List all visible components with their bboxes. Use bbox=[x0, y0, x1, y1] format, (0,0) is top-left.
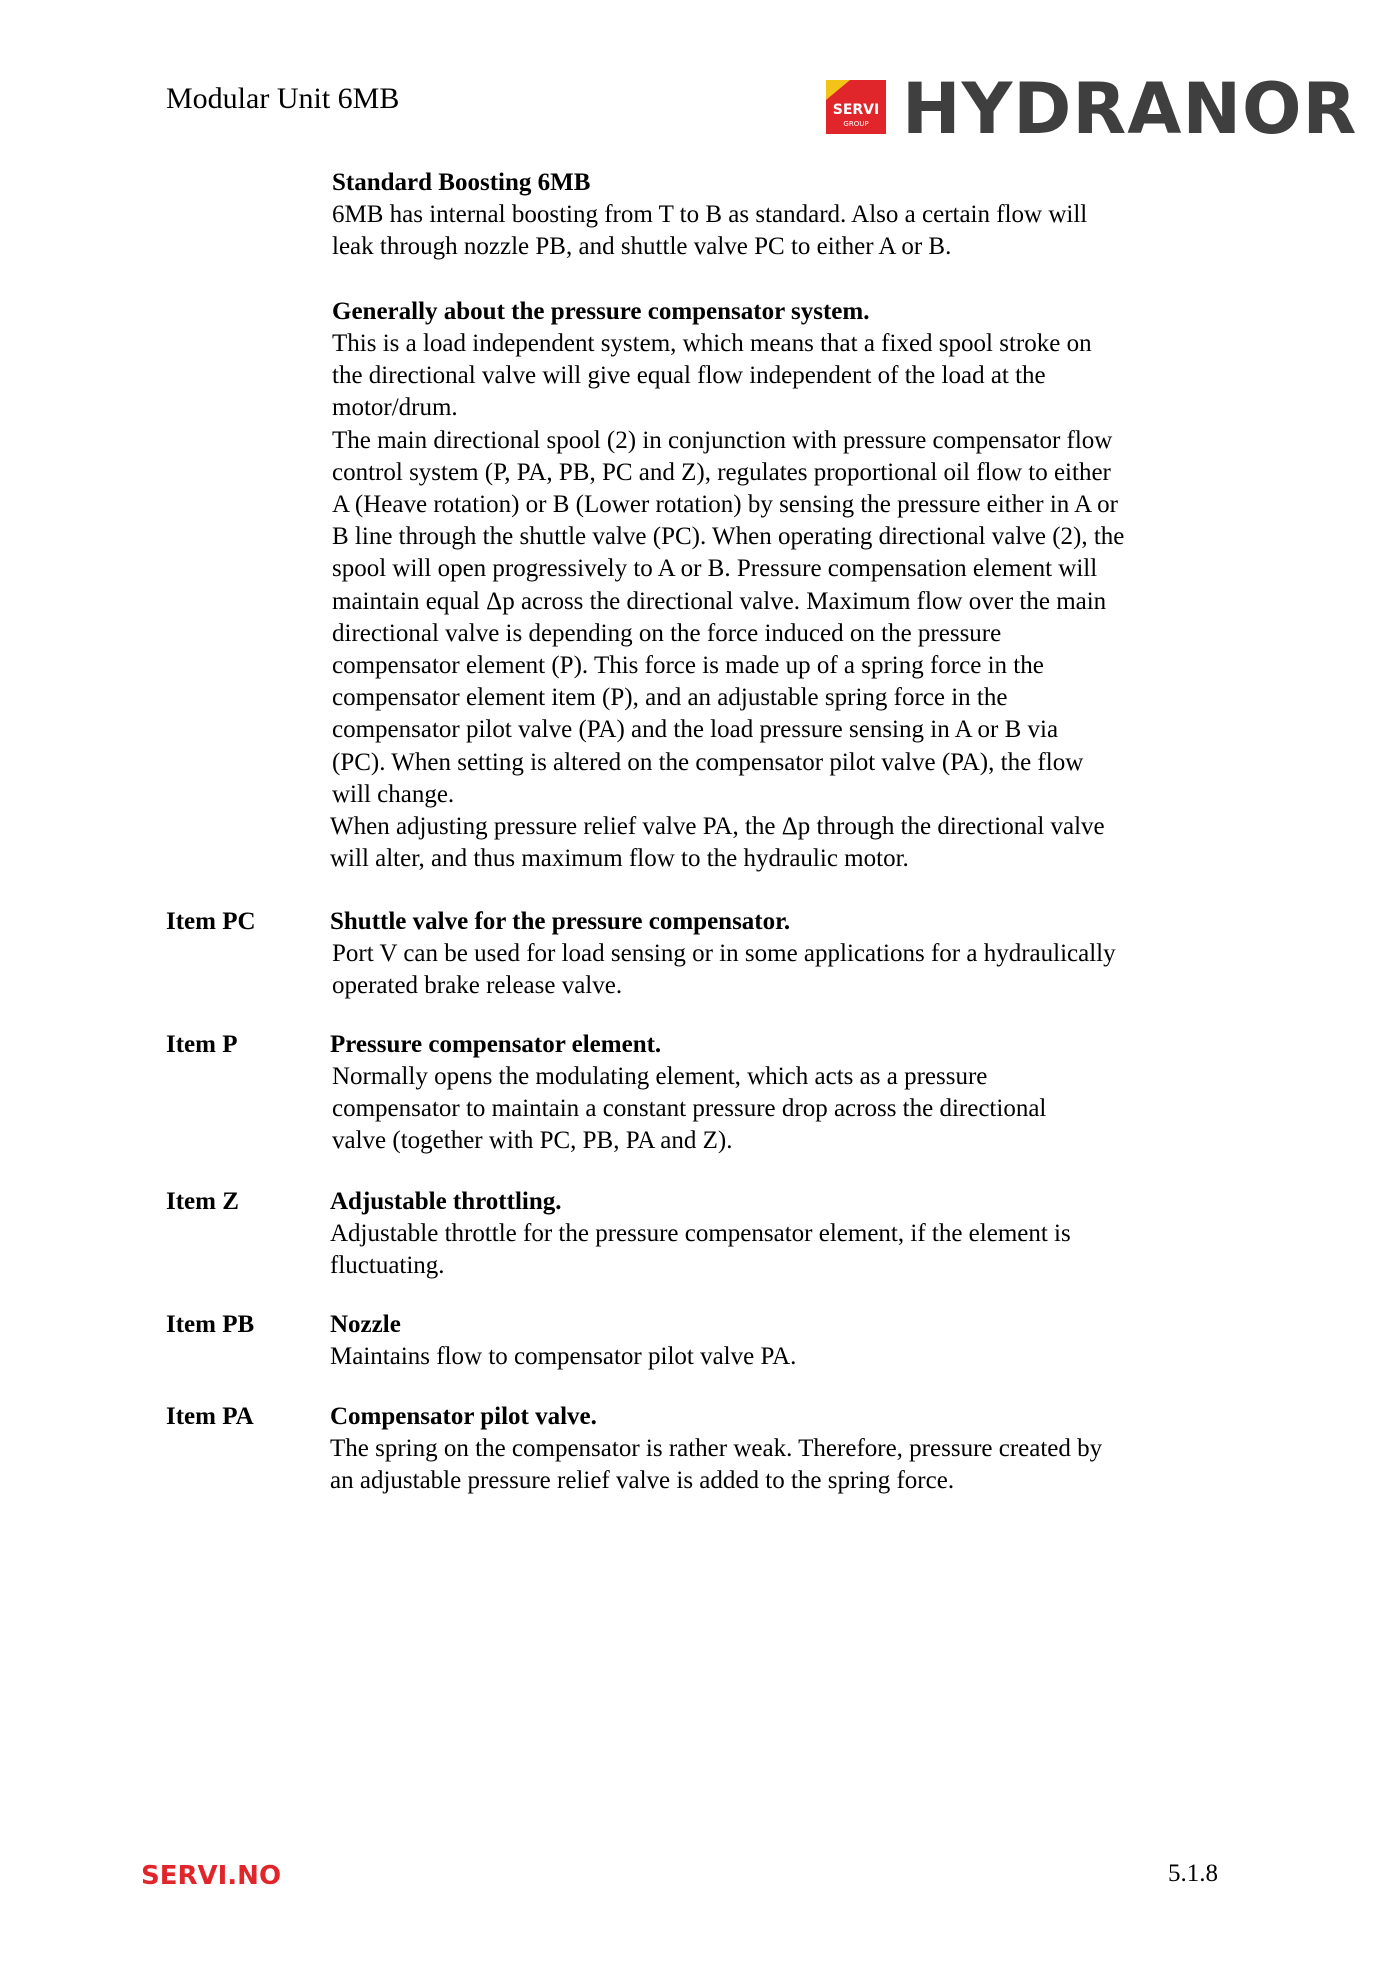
item-label-z: Item Z bbox=[166, 1188, 239, 1215]
footer-brand-link[interactable]: SERVI.NO bbox=[141, 1861, 282, 1891]
logo-wordmark: HYDRANOR bbox=[902, 68, 1358, 150]
item-description bbox=[330, 1218, 1230, 1282]
item-description bbox=[330, 1433, 1230, 1497]
text-line: compensator pilot valve (PA) and the load pressure sensing in A or B via bbox=[332, 716, 1059, 744]
text-line: valve (together with PC, PB, PA and Z). bbox=[332, 1127, 733, 1155]
text-line: fluctuating. bbox=[330, 1252, 445, 1280]
document-title: Modular Unit 6MB bbox=[166, 82, 400, 115]
text-line: will alter, and thus maximum flow to the hydraulic motor. bbox=[330, 845, 909, 873]
section-heading: Standard Boosting 6MB bbox=[332, 169, 591, 196]
text-line: will change. bbox=[332, 780, 455, 808]
hydranor-logo bbox=[826, 68, 1358, 150]
item-label-pa: Item PA bbox=[166, 1403, 254, 1430]
item-description bbox=[330, 1341, 1230, 1373]
item-z bbox=[330, 1186, 1230, 1282]
text-line: (PC). When setting is altered on the compensator pilot valve (PA), the flow bbox=[332, 748, 1084, 776]
text-line: Adjustable throttle for the pressure compensator element, if the element is bbox=[330, 1220, 1071, 1247]
text-line: the directional valve will give equal flow independent of the load at the bbox=[332, 362, 1046, 390]
text-line: The main directional spool (2) in conjunction with pressure compensator flow bbox=[332, 426, 1113, 454]
item-heading: Shuttle valve for the pressure compensator. bbox=[330, 908, 791, 935]
servi-group-badge-icon bbox=[826, 80, 886, 134]
item-pb bbox=[330, 1309, 1230, 1373]
text-line: compensator element (P). This force is made up of a spring force in the bbox=[332, 652, 1044, 680]
text-line: Port V can be used for load sensing or in some applications for a hydraulically bbox=[332, 940, 1116, 967]
text-line: compensator element item (P), and an adjustable spring force in the bbox=[332, 684, 1008, 712]
badge-subtext: GROUP bbox=[843, 120, 869, 128]
item-label-pb: Item PB bbox=[166, 1311, 255, 1338]
item-heading: Pressure compensator element. bbox=[330, 1031, 662, 1058]
text-line: leak through nozzle PB, and shuttle valve PC to either A or B. bbox=[332, 233, 952, 261]
item-p bbox=[330, 1029, 1230, 1158]
item-description bbox=[332, 1061, 1230, 1158]
text-line: When adjusting pressure relief valve PA, the Δp through the directional valve bbox=[330, 813, 1105, 841]
item-label-p: Item P bbox=[166, 1031, 238, 1058]
text-line: Maintains flow to compensator pilot valve PA. bbox=[330, 1343, 797, 1370]
text-line: The spring on the compensator is rather weak. Therefore, pressure created by bbox=[330, 1435, 1103, 1462]
item-heading: Compensator pilot valve. bbox=[330, 1403, 597, 1430]
text-line: Normally opens the modulating element, which acts as a pressure bbox=[332, 1063, 988, 1090]
text-line: B line through the shuttle valve (PC). When operating directional valve (2), the bbox=[332, 523, 1125, 551]
section-paragraph bbox=[332, 199, 1232, 263]
text-line: motor/drum. bbox=[332, 394, 458, 422]
section-heading: Generally about the pressure compensator system. bbox=[332, 298, 870, 325]
section-pressure-compensator-system bbox=[332, 296, 1232, 875]
badge-text: SERVI bbox=[832, 102, 880, 118]
section-standard-boosting bbox=[332, 167, 1232, 263]
item-pc bbox=[330, 906, 1230, 1002]
text-line: an adjustable pressure relief valve is added to the spring force. bbox=[330, 1467, 955, 1495]
text-line: maintain equal Δp across the directional valve. Maximum flow over the main bbox=[332, 587, 1107, 615]
text-line: This is a load independent system, which means that a fixed spool stroke on bbox=[332, 330, 1092, 357]
section-paragraph bbox=[330, 811, 1232, 875]
section-paragraph bbox=[332, 328, 1232, 811]
item-description bbox=[332, 938, 1230, 1002]
text-line: operated brake release valve. bbox=[332, 972, 623, 1000]
item-heading: Adjustable throttling. bbox=[330, 1188, 562, 1215]
text-line: A (Heave rotation) or B (Lower rotation) by sensing the pressure either in A or bbox=[332, 491, 1118, 519]
text-line: compensator to maintain a constant pressure drop across the directional bbox=[332, 1095, 1047, 1123]
text-line: 6MB has internal boosting from T to B as standard. Also a certain flow will bbox=[332, 201, 1088, 228]
item-label-pc: Item PC bbox=[166, 908, 256, 935]
page-number: 5.1.8 bbox=[1168, 1860, 1218, 1887]
item-pa bbox=[330, 1401, 1230, 1497]
text-line: directional valve is depending on the force induced on the pressure bbox=[332, 619, 1002, 647]
text-line: spool will open progressively to A or B. Pressure compensation element will bbox=[332, 555, 1098, 583]
item-heading: Nozzle bbox=[330, 1311, 401, 1338]
text-line: control system (P, PA, PB, PC and Z), regulates proportional oil flow to either bbox=[332, 458, 1111, 486]
